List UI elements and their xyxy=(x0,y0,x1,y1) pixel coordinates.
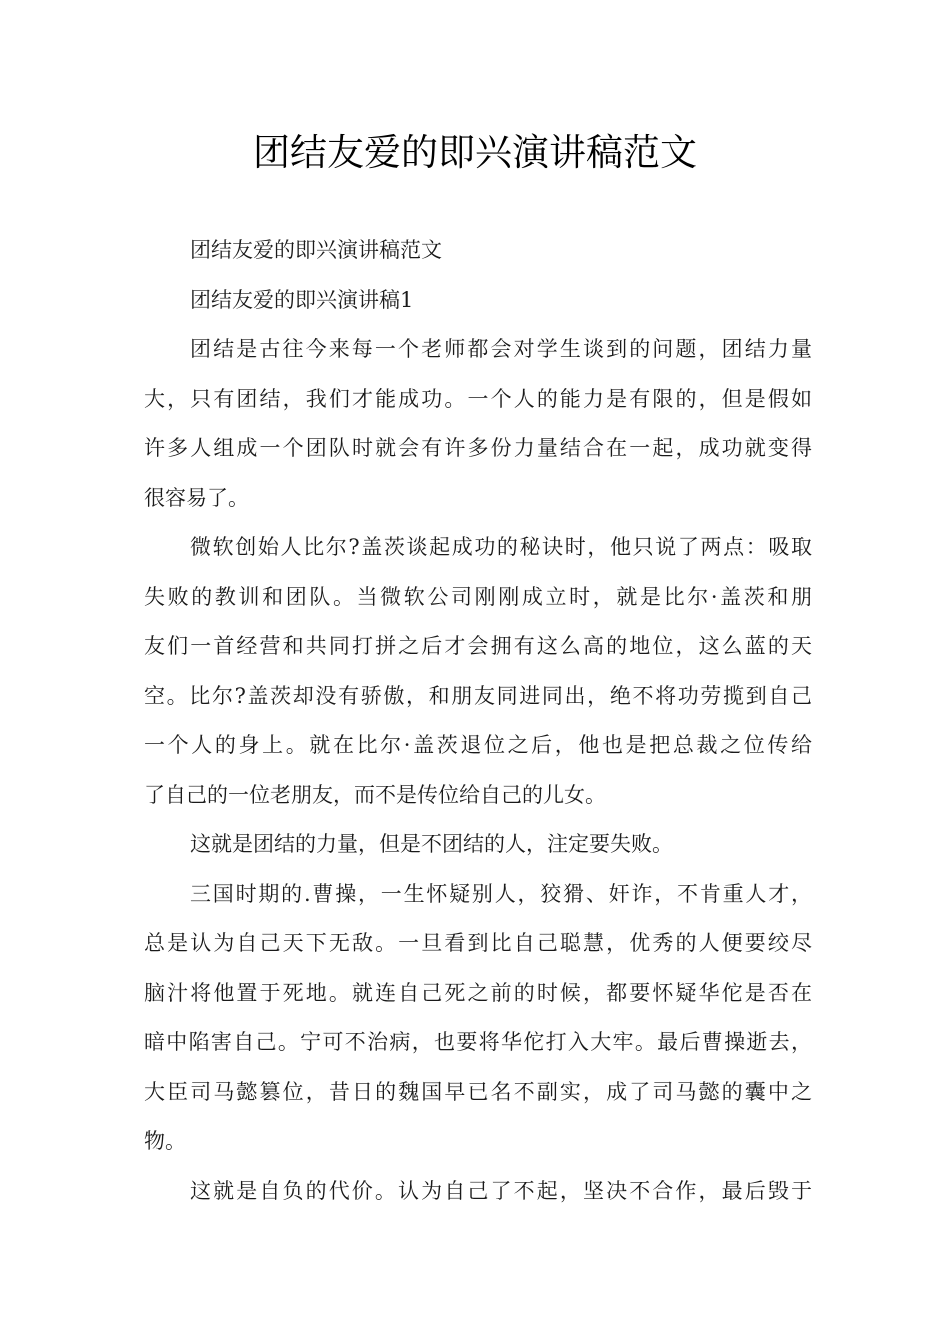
text-line: 这就是团结的力量，但是不团结的人，注定要失败。 xyxy=(190,832,673,856)
text-line: 团结友爱的即兴演讲稿范文 xyxy=(190,238,442,262)
text-line: 一个人的身上。就在比尔·盖茨退位之后，他也是把总裁之位传给 xyxy=(144,733,812,757)
text-line: 团结友爱的即兴演讲稿1 xyxy=(190,287,414,312)
text-line: 大，只有团结，我们才能成功。一个人的能力是有限的，但是假如 xyxy=(144,386,812,411)
text-line: 了自己的一位老朋友，而不是传位给自己的儿女。 xyxy=(144,782,606,807)
text-line: 这就是自负的代价。认为自己了不起，坚决不合作，最后毁于 xyxy=(190,1178,812,1203)
text-line: 脑汁将他置于死地。就连自己死之前的时候，都要怀疑华佗是否在 xyxy=(144,980,812,1005)
text-line: 微软创始人比尔?盖茨谈起成功的秘诀时，他只说了两点：吸取 xyxy=(190,535,812,559)
text-line: 暗中陷害自己。宁可不治病，也要将华佗打入大牢。最后曹操逝去， xyxy=(144,1030,812,1054)
text-line: 很容易了。 xyxy=(144,485,249,510)
text-line: 许多人组成一个团队时就会有许多份力量结合在一起，成功就变得 xyxy=(144,436,812,460)
text-line: 大臣司马懿篡位，昔日的魏国早已名不副实，成了司马懿的囊中之 xyxy=(144,1079,812,1104)
text-line: 失败的教训和团队。当微软公司刚刚成立时，就是比尔·盖茨和朋 xyxy=(144,584,812,609)
text-line: 总是认为自己天下无敌。一旦看到比自己聪慧，优秀的人便要绞尽 xyxy=(144,931,812,955)
document-body xyxy=(144,226,812,1216)
text-line: 团结是古往今来每一个老师都会对学生谈到的问题，团结力量 xyxy=(190,337,812,361)
text-line: 空。比尔?盖茨却没有骄傲，和朋友同进同出，绝不将功劳揽到自己 xyxy=(144,683,812,708)
text-line: 物。 xyxy=(144,1129,186,1153)
text-line: 友们一首经营和共同打拼之后才会拥有这么高的地位，这么蓝的天 xyxy=(144,634,812,658)
text-line: 三国时期的.曹操，一生怀疑别人，狡猾、奸诈，不肯重人才， xyxy=(190,881,812,906)
document-title: 团结友爱的即兴演讲稿范文 xyxy=(253,131,697,174)
